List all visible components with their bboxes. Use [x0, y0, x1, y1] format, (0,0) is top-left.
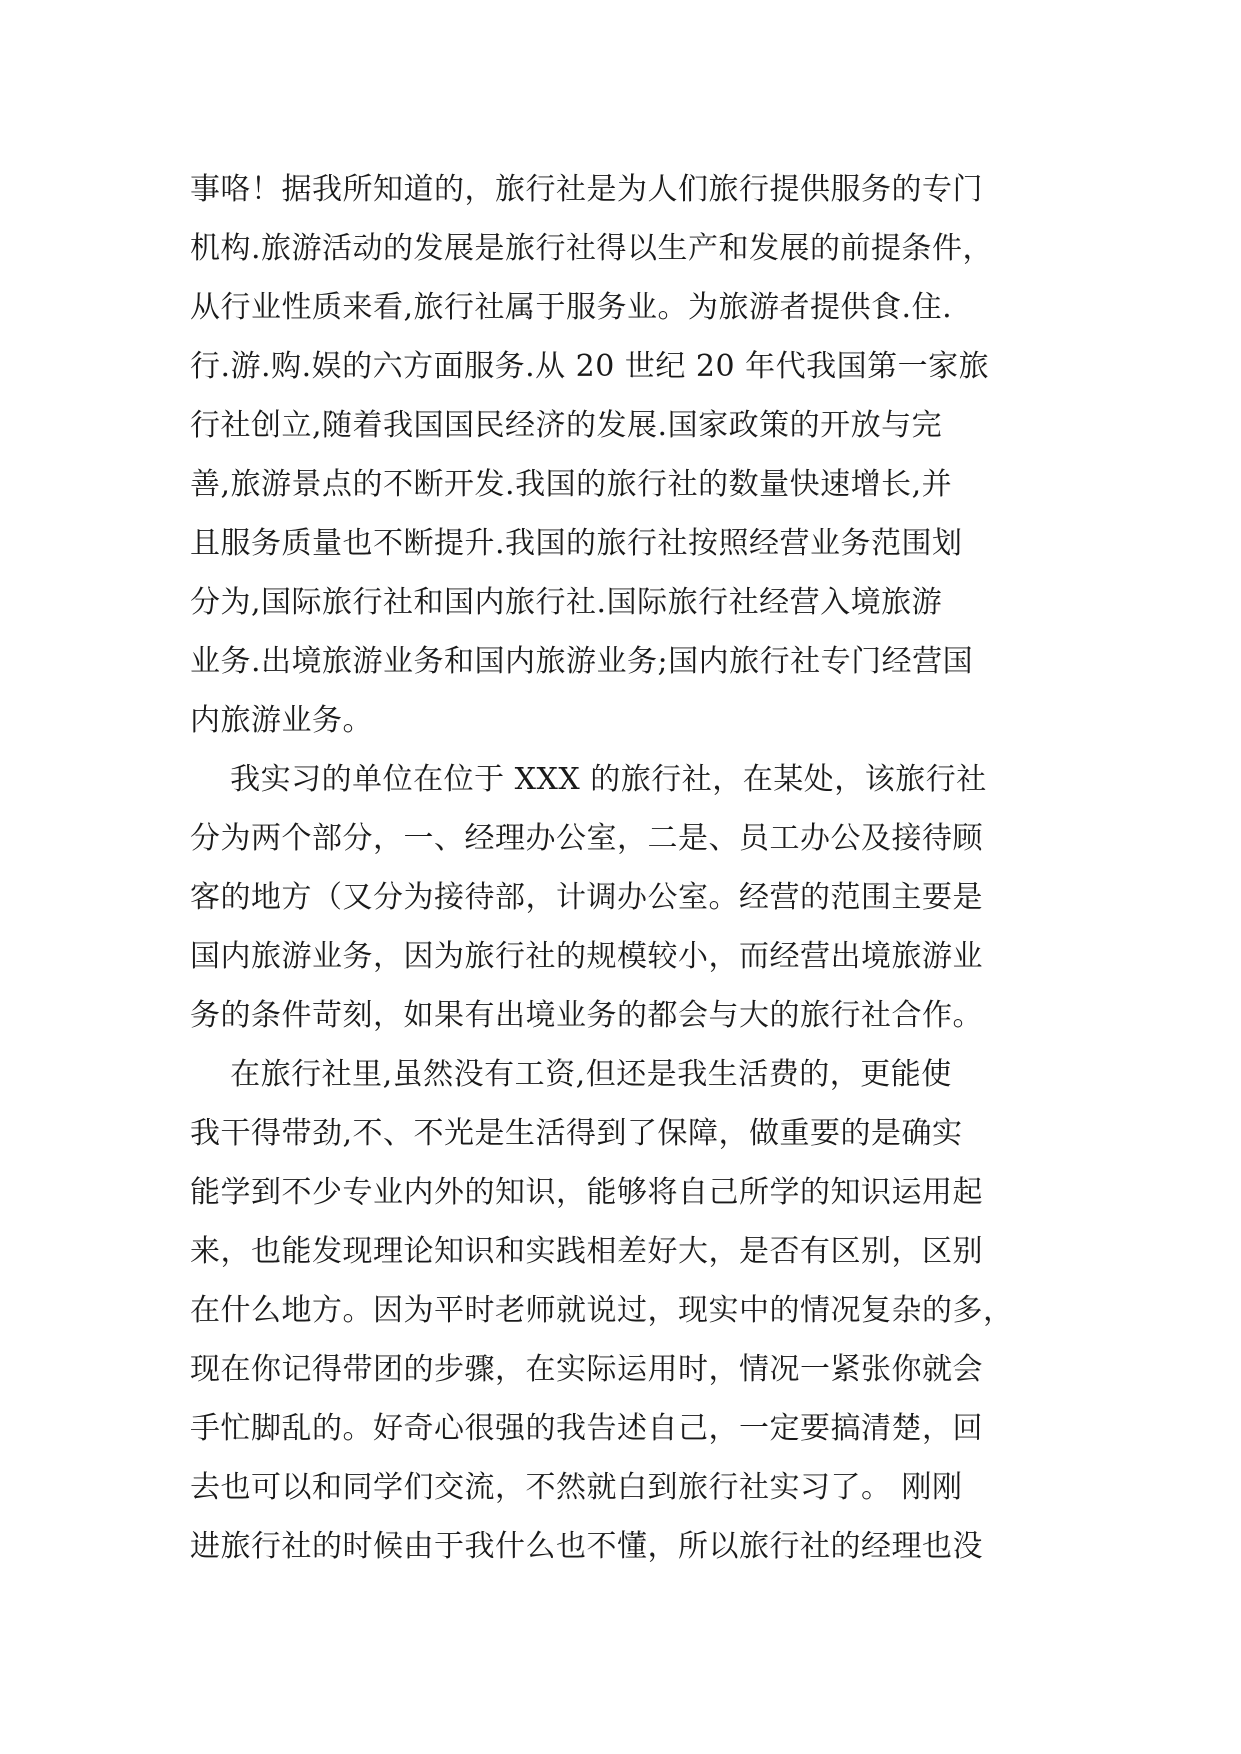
text-line: 分为两个部分，一、经理办公室，二是、员工办公及接待顾 [190, 821, 983, 856]
text-line: 去也可以和同学们交流，不然就白到旅行社实习了。 刚刚 [190, 1470, 963, 1505]
text-line: 善,旅游景点的不断开发.我国的旅行社的数量快速增长,并 [190, 467, 953, 502]
text-line: 现在你记得带团的步骤，在实际运用时，情况一紧张你就会 [190, 1352, 983, 1387]
text-line: 事咯！据我所知道的，旅行社是为人们旅行提供服务的专门 [190, 172, 983, 207]
text-line: 行.游.购.娱的六方面服务.从 20 世纪 20 年代我国第一家旅 [190, 349, 990, 384]
text-line: 且服务质量也不断提升.我国的旅行社按照经营业务范围划 [190, 526, 963, 561]
text-line: 在旅行社里,虽然没有工资,但还是我生活费的，更能使 [190, 1057, 952, 1092]
text-line: 客的地方（又分为接待部，计调办公室。经营的范围主要是 [190, 880, 983, 915]
text-line: 在什么地方。因为平时老师就说过，现实中的情况复杂的多， [190, 1293, 1014, 1328]
text-line: 机构.旅游活动的发展是旅行社得以生产和发展的前提条件， [190, 231, 994, 266]
text-line: 手忙脚乱的。好奇心很强的我告述自己，一定要搞清楚，回 [190, 1411, 983, 1446]
text-line: 业务.出境旅游业务和国内旅游业务;国内旅行社专门经营国 [190, 644, 974, 679]
text-line: 我干得带劲,不、不光是生活得到了保障，做重要的是确实 [190, 1116, 963, 1151]
text-line: 进旅行社的时候由于我什么也不懂，所以旅行社的经理也没 [190, 1529, 983, 1564]
text-line: 国内旅游业务，因为旅行社的规模较小，而经营出境旅游业 [190, 939, 983, 974]
text-line: 分为,国际旅行社和国内旅行社.国际旅行社经营入境旅游 [190, 585, 943, 620]
text-line: 从行业性质来看,旅行社属于服务业。为旅游者提供食.住. [190, 290, 953, 325]
text-line: 我实习的单位在位于 XXX 的旅行社，在某处，该旅行社 [190, 762, 987, 797]
text-line: 来，也能发现理论知识和实践相差好大，是否有区别，区别 [190, 1234, 983, 1269]
text-line: 务的条件苛刻，如果有出境业务的都会与大的旅行社合作。 [190, 998, 983, 1033]
text-line: 内旅游业务。 [190, 703, 373, 738]
text-line: 能学到不少专业内外的知识，能够将自己所学的知识运用起 [190, 1175, 983, 1210]
text-line: 行社创立,随着我国国民经济的发展.国家政策的开放与完 [190, 408, 943, 443]
